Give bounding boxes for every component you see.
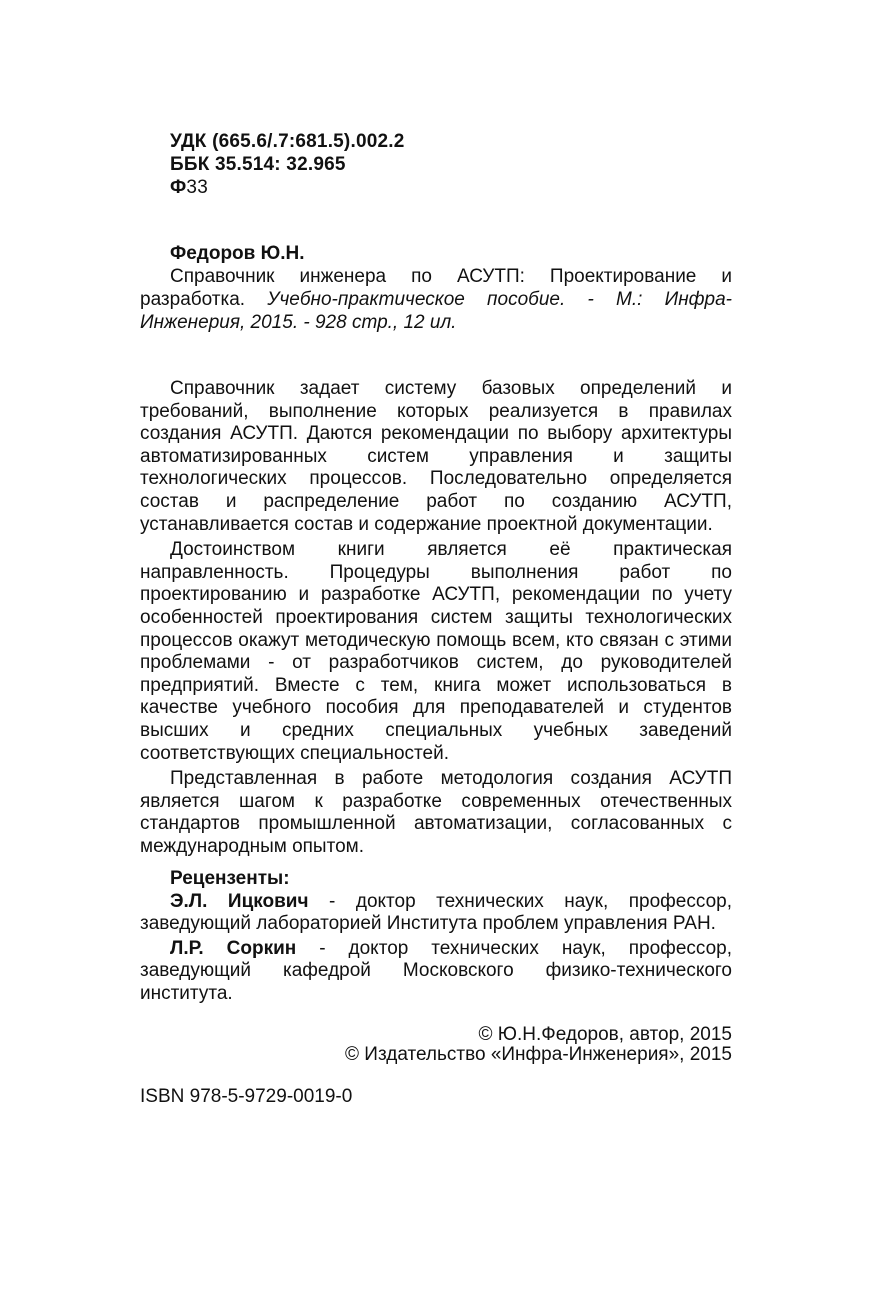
bibliographic-record bbox=[140, 242, 732, 334]
book-title: Справочник инженера по АСУТП: Проектирование и разработка. bbox=[140, 266, 732, 310]
classification-codes bbox=[170, 130, 405, 199]
author-sign-number: 33 bbox=[186, 177, 208, 198]
reviewer-name: Л.Р. Соркин bbox=[170, 937, 297, 959]
abstract-paragraph: Достоинством книги является её практическая направленность. Процедуры выполнения работ по проектированию и разработке АСУТП, рекомендации по учету особенностей проектирования систем защиты технологических процессов окажут методическую помощь всем, кто связан с этими проблемами - от разработчиков систем, до руководителей предприятий. Вместе с тем, книга может использоваться в качестве учебного пособия для преподавателей и студентов высших и средних специальных учебных заведений соответствующих специальностей. bbox=[140, 539, 732, 764]
author-sign bbox=[170, 176, 405, 199]
reviewer-description: - доктор технических наук, профессор, заведующий кафедрой Московского физико-технического института. bbox=[140, 937, 733, 1004]
abstract-paragraph: Представленная в работе методология создания АСУТП является шагом к разработке современных отечественных стандартов промышленной автоматизации, согласованных с международным опытом. bbox=[140, 768, 732, 857]
book-details: Учебно-практическое пособие. - М.: Инфра-Инженерия, 2015. - 928 стр., 12 ил. bbox=[140, 289, 732, 333]
bbk-code: ББК 35.514: 32.965 bbox=[170, 154, 346, 175]
book-abstract bbox=[140, 378, 732, 861]
reviewer-description: - доктор технических наук, профессор, заведующий лабораторией Института проблем управления РАН. bbox=[140, 890, 733, 935]
copyright-author: © Ю.Н.Федоров, автор, 2015 bbox=[478, 1024, 732, 1045]
book-description bbox=[140, 265, 732, 334]
reviewer-item bbox=[140, 891, 732, 936]
reviewer-item bbox=[140, 938, 732, 1006]
author-sign-letter: Ф bbox=[170, 177, 187, 198]
copyright-publisher: © Издательство «Инфра-Инженерия», 2015 bbox=[345, 1044, 732, 1065]
abstract-paragraph: Справочник задает систему базовых определений и требований, выполнение которых реализуется в правилах создания АСУТП. Даются рекомендации по выбору архитектуры автоматизированных систем управления и защиты технологических процессов. Последовательно определяется состав и распределение работ по созданию АСУТП, устанавливается состав и содержание проектной документации. bbox=[140, 378, 732, 535]
copyright-block bbox=[300, 1025, 732, 1065]
reviewers-heading: Рецензенты: bbox=[170, 868, 290, 889]
isbn-number: ISBN 978-5-9729-0019-0 bbox=[140, 1086, 353, 1107]
book-author: Федоров Ю.Н. bbox=[170, 243, 305, 264]
udk-code: УДК (665.6/.7:681.5).002.2 bbox=[170, 131, 405, 152]
reviewer-name: Э.Л. Ицкович bbox=[170, 890, 309, 912]
reviewers-section bbox=[140, 868, 732, 1006]
